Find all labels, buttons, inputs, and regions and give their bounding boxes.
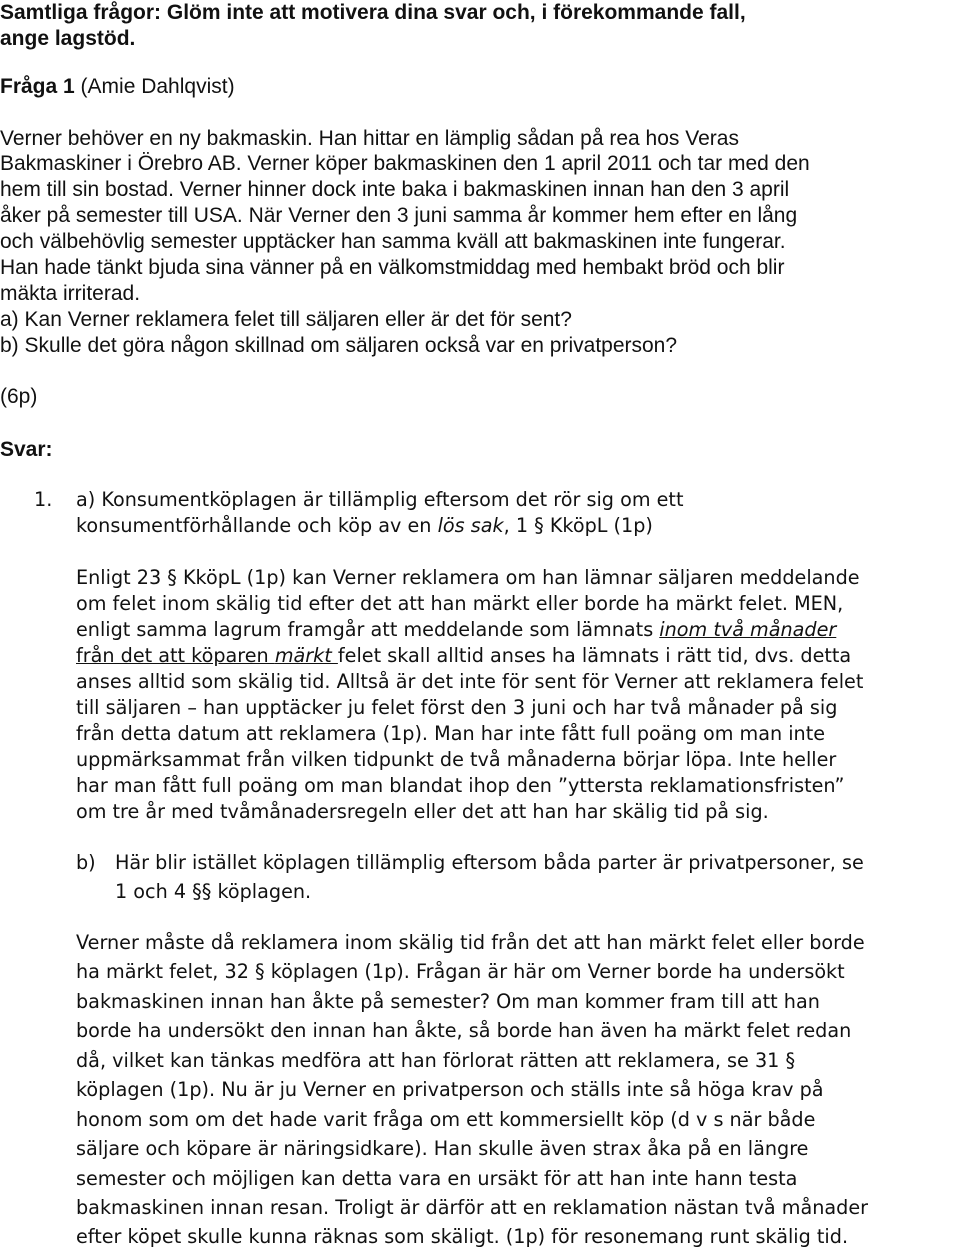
answer-b-line-2: 1 och 4 §§ köplagen.	[115, 880, 312, 903]
paragraph-line: Verner måste då reklamera inom skälig tid från det att han märkt felet eller borde	[76, 931, 865, 954]
answer-b-label: b)	[76, 851, 96, 874]
paragraph-line: uppmärksammat från vilken tidpunkt de två månaderna börjar löpa. Inte heller	[76, 748, 837, 771]
answer-a-line-2	[76, 513, 653, 539]
text-run: felet skall alltid anses ha lämnats i rätt tid, dvs. detta	[337, 644, 852, 667]
paragraph-line: bakmaskinen innan han åkte på semester? Om man kommer fram till att han	[76, 990, 820, 1013]
paragraph-line: köplagen (1p). Nu är ju Verner en privatperson och ställs inte så höga krav på	[76, 1078, 824, 1101]
paragraph-line: ha märkt felet, 32 § köplagen (1p). Frågan är här om Verner borde ha undersökt	[76, 960, 845, 983]
paragraph-line: säljare och köpare är näringsidkare). Han skulle även strax åka på en längre	[76, 1137, 809, 1160]
paragraph-line: har man fått full poäng om man blandat ihop den ”yttersta reklamationsfristen”	[76, 774, 845, 797]
question-author: (Amie Dahlqvist)	[74, 75, 235, 98]
paragraph-line: borde ha undersökt den innan han åkte, så borde han även ha märkt felet redan	[76, 1019, 852, 1042]
question-part-b: b) Skulle det göra någon skillnad om säljaren också var en privatperson?	[0, 334, 678, 357]
paragraph-line: om felet inom skälig tid efter det att han märkt eller borde ha märkt felet. MEN,	[76, 592, 844, 615]
answer-b-line-1: Här blir istället köplagen tillämplig eftersom båda parter är privatpersoner, se	[115, 851, 864, 874]
paragraph-line	[76, 643, 851, 669]
text-run: , 1 § KköpL (1p)	[503, 514, 653, 537]
paragraph-line: då, vilket kan tänkas medföra att han förlorat rätten att reklamera, se 31 §	[76, 1049, 796, 1072]
question-part-a: a) Kan Verner reklamera felet till säljaren eller är det för sent?	[0, 308, 572, 331]
emphasized-term: inom två månader	[659, 618, 837, 641]
question-line: Verner behöver en ny bakmaskin. Han hittar en lämplig sådan på rea hos Veras	[0, 127, 739, 150]
paragraph-line: bakmaskinen innan resan. Troligt är därför att en reklamation nästan två månader	[76, 1196, 869, 1219]
question-line: mäkta irriterad.	[0, 282, 141, 305]
question-title	[0, 74, 235, 100]
question-line: Han hade tänkt bjuda sina vänner på en välkomstmiddag med hembakt bröd och blir	[0, 256, 785, 279]
question-number: Fråga 1	[0, 75, 75, 98]
header-line-1: Samtliga frågor: Glöm inte att motivera dina svar och, i förekommande fall,	[0, 1, 746, 24]
paragraph-line: om tre år med tvåmånadersregeln eller det att han har skälig tid på sig.	[76, 800, 769, 823]
text-run: enligt samma lagrum framgår att meddelande som lämnats	[76, 618, 660, 641]
text-run: konsumentförhållande och köp av en	[76, 514, 438, 537]
header-line-2: ange lagstöd.	[0, 27, 136, 50]
italic-term: lös sak	[437, 514, 504, 537]
paragraph-line: efter köpet skulle kunna räknas som skäligt. (1p) för resonemang runt skälig tid.	[76, 1225, 849, 1248]
paragraph-line: anses alltid som skälig tid. Alltså är det inte för sent för Verner att reklamera felet	[76, 670, 864, 693]
answer-heading: Svar:	[0, 438, 53, 461]
question-line: Bakmaskiner i Örebro AB. Verner köper bakmaskinen den 1 april 2011 och tar med den	[0, 152, 810, 175]
answer-number: 1.	[34, 488, 53, 511]
paragraph-line: honom som om det hade varit fråga om ett kommersiellt köp (d v s när både	[76, 1108, 816, 1131]
question-line: och välbehövlig semester upptäcker han samma kväll att bakmaskinen inte fungerar.	[0, 230, 786, 253]
question-line: åker på semester till USA. När Verner den 3 juni samma år kommer hem efter en lång	[0, 204, 798, 227]
question-points: (6p)	[0, 385, 38, 408]
paragraph-line: semester och möjligen kan detta vara en ursäkt för att han inte hann testa	[76, 1167, 798, 1190]
paragraph-line: från detta datum att reklamera (1p). Man har inte fått full poäng om man inte	[76, 722, 826, 745]
paragraph-line	[76, 617, 836, 643]
question-line: hem till sin bostad. Verner hinner dock inte baka i bakmaskinen innan han den 3 april	[0, 178, 790, 201]
paragraph-line: till säljaren – han upptäcker ju felet först den 3 juni och har två månader på sig	[76, 696, 838, 719]
emphasized-term: märkt	[274, 644, 338, 667]
answer-a-line-1: a) Konsumentköplagen är tillämplig eftersom det rör sig om ett	[76, 488, 684, 511]
paragraph-line: Enligt 23 § KköpL (1p) kan Verner reklamera om han lämnar säljaren meddelande	[76, 566, 860, 589]
underlined-text: från det att köparen	[76, 644, 275, 667]
